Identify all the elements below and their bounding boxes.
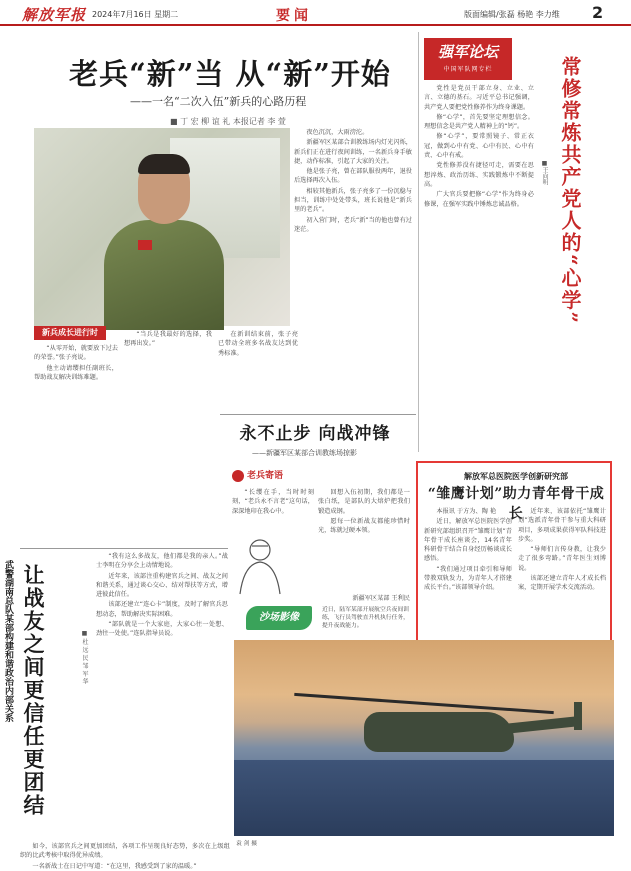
- forum-logo-title: 强军论坛: [437, 43, 498, 61]
- feature-paragraph: “从零开始，就要放下过去的荣誉。”张子亮说。: [34, 345, 118, 362]
- armed-police-paragraph: 该部还建立“连心卡”制度，及时了解官兵思想动态，帮助解决实际困难。: [96, 601, 228, 618]
- armed-police-paragraph: “部队就是一个大家庭，大家心往一处想、劲往一处使。”连队指导员说。: [96, 621, 228, 638]
- training-banner-title: 永不止步 向战冲锋: [239, 424, 391, 444]
- forum-author: ■王向明: [541, 160, 548, 185]
- feature-byline: ■ 丁 宏 柳 谊 礼 本报记者 李 萱: [170, 117, 286, 126]
- training-banner-subtitle: ——新疆军区某部合训教练场掠影: [252, 449, 357, 457]
- page-number: 2: [592, 3, 604, 22]
- helicopter-fuselage: [364, 712, 514, 752]
- forum-paragraph: 修“心学”，要常照镜子、常正衣冠，做到心中有党、心中有民、心中有责、心中有戒。: [424, 133, 534, 160]
- forum-paragraph: 广大官兵要把修“心学”作为终身必修课，在强军实践中锤炼忠诚品格。: [424, 191, 534, 208]
- feature-headline: 老兵“新”当 从“新”开始: [69, 57, 391, 91]
- veteran-sketch-illustration: [226, 530, 294, 598]
- armed-police-body-column-2: [20, 842, 230, 870]
- badge-dot-icon: [232, 470, 244, 482]
- medical-byline: 本报讯 于方为、陶 艳: [436, 508, 497, 515]
- newspaper-logo: 解放军报: [22, 6, 87, 24]
- feature-body-column-3: [124, 330, 212, 544]
- helicopter-photo: [234, 640, 614, 836]
- armed-police-paragraph: 一名新战士在日记中写道：“在这里，我感受到了家的温暖。”: [32, 862, 197, 870]
- column-body-1: [232, 488, 314, 532]
- armed-police-subtitle: 武警湖南总队某部构建和谐政治内部关系: [3, 560, 13, 722]
- column-paragraph: 愿每一位新战友都能珍惜时光，练就过硬本领。: [318, 517, 410, 535]
- medical-body-column-2: [518, 507, 606, 657]
- column-body-2: [318, 488, 410, 598]
- feature-paragraph: 在新训结束前，张子亮已带动全班多名战友达到优秀标准。: [218, 331, 298, 357]
- feature-body-column-1: [294, 128, 412, 412]
- medical-kicker: 解放军总医院医学创新研究部: [464, 472, 568, 481]
- medical-paragraph: “导师们言传身教，让我少走了很多弯路。”青年医生刘博说。: [518, 546, 606, 572]
- soldier-hair: [138, 154, 190, 174]
- column-paragraph: 回想入伍初期，我们都是一张白纸，是部队的大熔炉把我们锻造成钢。: [318, 489, 410, 515]
- column-divider: [418, 32, 419, 452]
- photo-caption-text: 近日，陆军某部开展航空兵夜间训练，飞行员驾驶直升机执行任务，提升夜战能力。: [322, 607, 409, 629]
- flag-patch-icon: [138, 240, 152, 250]
- forum-paragraph: 修“心学”，首先要坚定理想信念。理想信念是共产党人精神上的“钙”。: [424, 113, 534, 131]
- armed-police-byline: ■ 杜 远 民 邹 军 华: [81, 630, 88, 685]
- feature-paragraph: 相较其他新兵，张子亮多了一份沉稳与担当，训练中处处带头，班长说他是“新兵里的老兵”。: [294, 187, 412, 214]
- medical-news-box: [416, 461, 612, 662]
- medical-headline: “雏鹰计划”助力青年骨干成长: [427, 486, 605, 522]
- page-editors: 版面编辑/张磊 杨艳 李力维: [464, 10, 560, 19]
- feature-paragraph: 新疆军区某部合训教练场内灯光闪烁，新兵们正在进行夜间训练，一名新兵身手敏捷，动作标准，引起了大家的关注。: [294, 139, 412, 165]
- armed-police-paragraph: “我有这么多战友，他们都是我的亲人。”战士李明在分享会上动情地说。: [96, 553, 228, 570]
- series-tag: 新兵成长进行时: [34, 326, 106, 340]
- sea-surface: [234, 760, 614, 836]
- helicopter-tail-fin: [574, 702, 582, 730]
- column-author: [300, 594, 410, 604]
- feature-paragraph: 夜色沉沉，大雨滂沱。: [306, 129, 369, 136]
- armed-police-paragraph: 如今，该部官兵之间更加团结，各项工作呈现良好态势，多次在上级组织的比武考核中取得优异成绩。: [20, 843, 230, 860]
- soldier-uniform: [104, 220, 224, 330]
- feature-paragraph: 初入营门时，老兵“新”当的他也曾有过迷茫。: [294, 216, 412, 233]
- soldier-portrait-photo: [34, 128, 290, 326]
- feature-paragraph: 他主动请缨担任副班长，帮助战友解决训练难题。: [34, 364, 118, 381]
- column-author-name: 新疆军区某部 王利民: [352, 595, 410, 602]
- forum-logo: [424, 38, 512, 80]
- forum-body: [424, 84, 534, 454]
- feature-paragraph: “当兵是我最好的选择，我想再出发。”: [124, 331, 212, 348]
- column-name: 老兵寄语: [247, 471, 284, 481]
- feature-body-column-4: [218, 330, 298, 414]
- forum-paragraph: 党性修养没有捷径可走，需要在思想淬炼、政治历练、实践锻炼中不断提高。: [424, 162, 534, 188]
- column-badge: [232, 468, 300, 484]
- photo-caption: [322, 606, 412, 630]
- forum-headline: 常修常炼共产党人的“心学”: [558, 56, 582, 326]
- armed-police-paragraph: 近年来，该部注重构建官兵之间、战友之间和谐关系，通过谈心交心、结对帮扶等方式，增进彼此信任。: [96, 572, 228, 599]
- medical-paragraph: 该部还建立青年人才成长档案，定期开展学术交流活动。: [518, 575, 606, 592]
- section-divider: [220, 414, 416, 415]
- forum-paragraph: 党性是党员干部立身、立业、立言、立德的基石。习近平总书记强调，共产党人要把党性修养作为终身课题。: [424, 85, 534, 111]
- medical-paragraph: 近日，解放军总医院医学创新研究部组织召开“雏鹰计划”青年骨干成长座谈会，14名青年科研骨干结合自身经历畅谈成长感悟。: [424, 518, 512, 563]
- feature-body-column-2: [34, 344, 118, 544]
- armed-police-headline: 让战友之间更信任更团结: [21, 564, 46, 817]
- helicopter-tail: [502, 716, 583, 734]
- column-paragraph: “长缨在手，当时时刻刻，“老兵永不言老”这句话，深深地印在我心中。: [232, 489, 314, 515]
- section-divider: [20, 548, 228, 549]
- photo-corner-badge: [246, 606, 312, 630]
- medical-paragraph: 近年来，该部依托“雏鹰计划”选派青年骨干参与重大科研项目，多项成果获得军队科技进步奖。: [518, 508, 606, 543]
- armed-police-body-column-1: [96, 552, 228, 840]
- forum-logo-subtitle: 中国军队网专栏: [443, 66, 493, 73]
- section-name: 要闻: [276, 8, 312, 24]
- masthead: [0, 0, 631, 26]
- medical-body-column-1: [424, 507, 512, 657]
- rotor-blade: [294, 693, 554, 714]
- feature-subhead: ——一名“二次入伍”新兵的心路历程: [130, 95, 307, 108]
- photo-corner-label: 沙场影像: [246, 606, 312, 630]
- issue-date: 2024年7月16日 星期二: [92, 10, 179, 19]
- medical-paragraph: “我们通过项目牵引和导师带教双轨发力，为青年人才搭建成长平台。”该部领导介绍。: [424, 565, 512, 592]
- feature-paragraph: 他是张子亮，曾在部队服役两年，退役后选择再次入伍。: [294, 168, 412, 185]
- photo-credit: 袁 剑 摄: [236, 841, 258, 847]
